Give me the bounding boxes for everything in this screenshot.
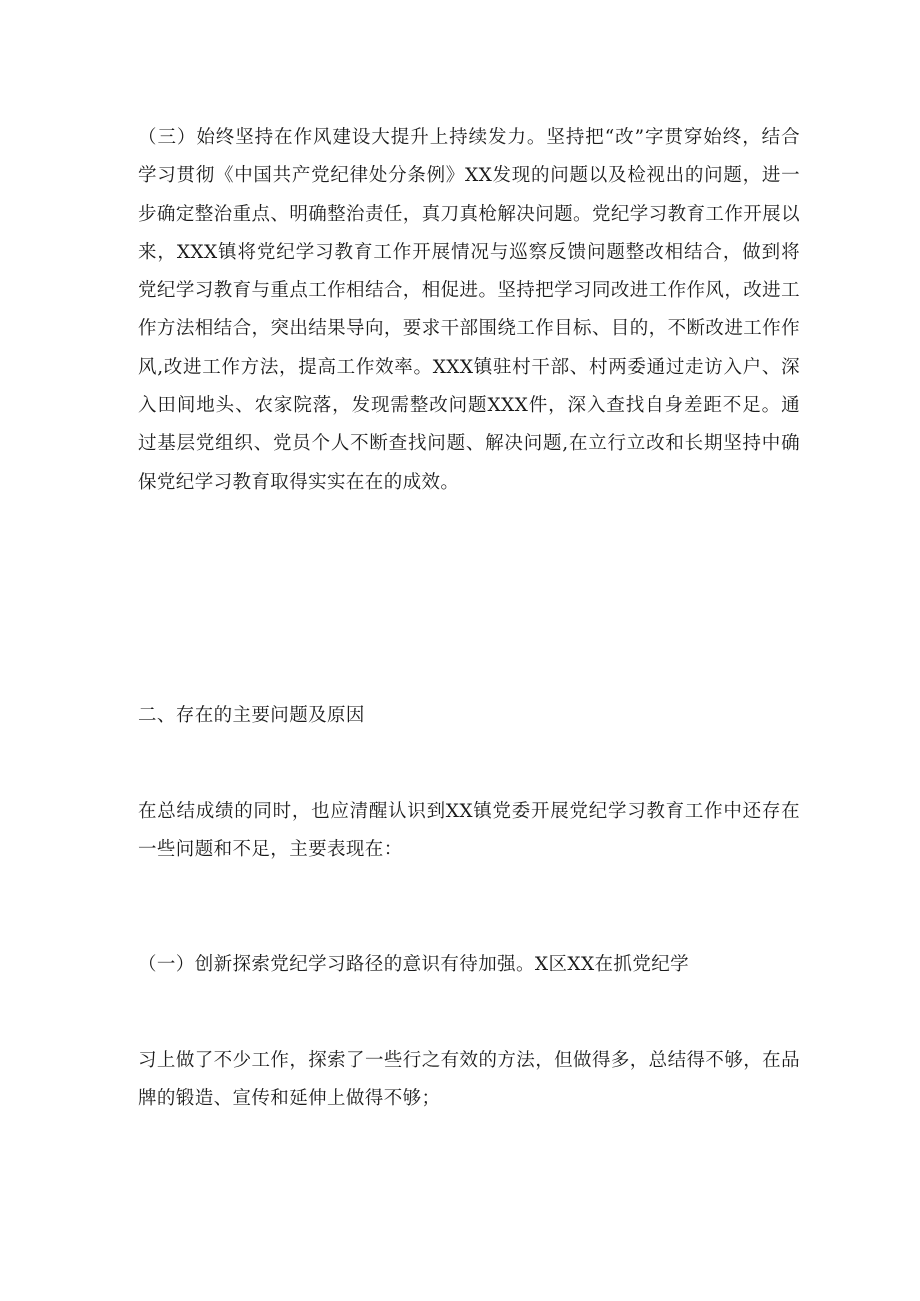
- problem-1-paragraph: 习上做了不少工作，探索了一些行之有效的方法，但做得多，总结得不够，在品牌的锻造、宣传和延伸上做得不够；: [138, 1050, 800, 1110]
- section-3-paragraph: （三）始终坚持在作风建设大提升上持续发力。坚持把“改”字贯穿始终，结合学习贯彻《中国共产党纪律处分条例》XX发现的问题以及检视出的问题，进一步确定整治重点、明确整治责任，真刀真枪解决问题。党纪学习教育工作开展以来，XXX镇将党纪学习教育工作开展情况与巡察反馈问题整改相结合，做到将党纪学习教育与重点工作相结合，相促进。坚持把学习同改进工作作风，改进工作方法相结合，突出结果导向，要求干部围绕工作目标、目的，不断改进工作作风,改进工作方法，提高工作效率。XXX镇驻村干部、村两委通过走访入户、深入田间地头、农家院落，发现需整改问题XXX件，深入查找自身差距不足。通过基层党组织、党员个人不断查找问题、解决问题,在立行立改和长期坚持中确保党纪学习教育取得实实在在的成效。: [138, 127, 800, 493]
- problem-1-heading: （一）创新探索党纪学习路径的意识有待加强。X区XX在抓党纪学: [138, 954, 690, 975]
- section-heading-problems: 二、存在的主要问题及原因: [138, 705, 365, 726]
- problems-intro-paragraph: 在总结成绩的同时，也应清醒认识到XX镇党委开展党纪学习教育工作中还存在一些问题和不足，主要表现在：: [138, 801, 800, 861]
